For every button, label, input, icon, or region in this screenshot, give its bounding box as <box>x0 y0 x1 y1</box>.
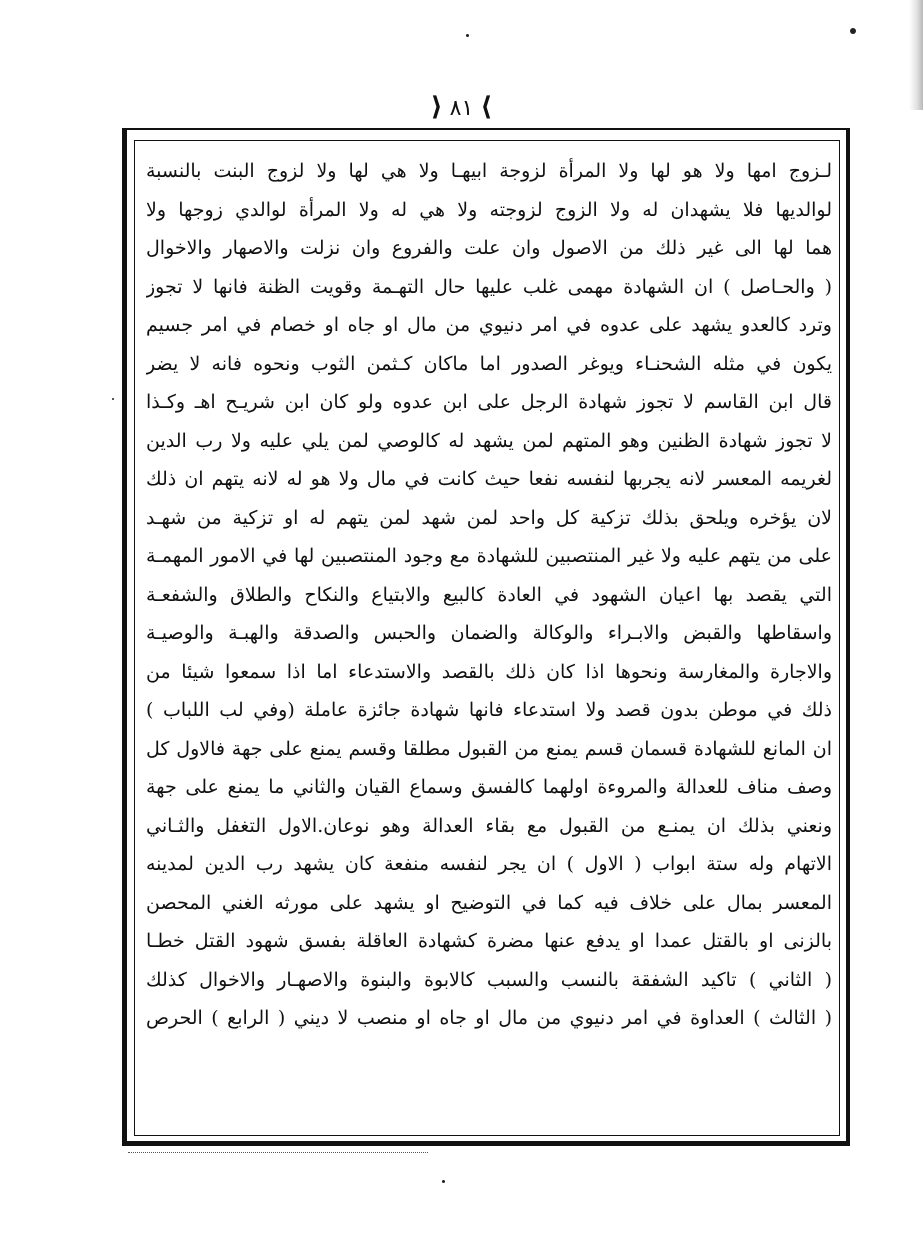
text-line: وصف مناف للعدالة والمروءة اولهما كالفسق وسماع القيان والثاني ما يمنع على جهة <box>146 776 832 798</box>
text-line: الاتهام وله ستة ابواب ( الاول ) ان يجر لنفسه منفعة كان يشهد رب الدين لمدينه <box>146 853 832 875</box>
text-line: ونعني بذلك ان يمنـع من القبول مع بقاء العدالة وهو نوعان.الاول التغفل والثـاني <box>146 814 832 837</box>
page-number-bracket-left: ⟨ <box>430 92 443 122</box>
text-line: يكون في مثله الشحنـاء ويوغر الصدور اما ماكان كـثمن الثوب ونحوه فانه لا يضر <box>146 352 832 375</box>
text-line: واسقاطها والقبض والابـراء والوكالة والضمان والحبس والصدقة والهبـة والوصيـة <box>146 622 832 644</box>
text-line: ( الثالث ) العداوة في امر دنيوي من مال او جاه او منصب لا ديني ( الرابع ) الحرص <box>146 1007 832 1029</box>
ink-dot <box>850 28 856 34</box>
ink-dot <box>442 1180 445 1183</box>
text-line: ان المانع للشهادة قسمان قسم يمنع من القبول مطلقا وقسم يمنع على جهة فالاول كل <box>146 737 832 760</box>
page-number <box>0 92 923 122</box>
text-line: التي يقصد بها اعيان الشهود في العادة كالبيع والابتياع والنكاح والطلاق والشفعـة <box>146 583 832 606</box>
text-line: ( الثاني ) تاكيد الشفقة بالنسب والسبب كالابوة والبنوة والاصهـار والاخوال كذلك <box>146 968 832 991</box>
text-line: لوالديها فلا يشهدان له ولا الزوج لزوجته ولا هي له ولا المرأة لوالدي زوجها ولا <box>146 198 832 221</box>
text-line: هما لها الى غير ذلك من الاصول وان علت والفروع وان نزلت والاصهار والاخوال <box>146 237 832 259</box>
text-line: وترد كالعدو يشهد على عدوه في امر دنيوي من مال او جاه او خصام في امر جسيم <box>146 314 832 336</box>
text-line: بالزنى او بالقتل عمدا او يدفع عنها مضرة كشهادة العاقلة بفسق شهود القتل خطـا <box>146 930 832 952</box>
body-text <box>146 152 832 1038</box>
text-line: والاجارة والمغارسة ونحوها اذا كان ذلك بالقصد والاستدعاء اما اذا سمعوا شيئا من <box>146 660 832 683</box>
text-line: لا تجوز شهادة الظنين وهو المتهم لمن يشهد له كالوصي لمن يلي عليه ولا رب الدين <box>146 429 832 452</box>
text-line: على من يتهم عليه ولا غير المنتصبين للشهادة مع وجود المنتصبين لها في الامور المهمـة <box>146 545 832 567</box>
footer-rule <box>128 1152 428 1153</box>
page-number-bracket-right: ⟩ <box>480 92 493 122</box>
ink-dot <box>112 398 114 400</box>
text-line: ( والحـاصل ) ان الشهادة مهمى غلب عليها حال التهـمة وقويت الظنة فانها لا تجوز <box>146 275 832 298</box>
page-number-value: ٨١ <box>449 96 474 121</box>
text-line: ذلك في موطن بدون قصد ولا استدعاء فانها شهادة جائزة عاملة (وفي لب اللباب ) <box>146 699 832 721</box>
text-line: قال ابن القاسم لا تجوز شهادة الرجل على ابن عدوه ولو كان ابن شريـح اهـ وكـذا <box>146 391 832 413</box>
text-line: لغريمه المعسر لانه يجربها لنفسه نفعا حيث كانت في مال ولا هو له لانه يتهم ان ذلك <box>146 468 832 490</box>
ink-dot <box>466 34 469 37</box>
text-line: المعسر بمال على خلاف فيه كما في التوضيح او يشهد على مورثه الغني المحصن <box>146 891 832 914</box>
text-line: لان يؤخره ويلحق بذلك تزكية كل واحد لمن شهد لمن يتهم له او تزكية من شهـد <box>146 506 832 529</box>
text-line: لـزوج امها ولا هو لها ولا المرأة لزوجة ابيهـا ولا هي لها ولا لزوج البنت بالنسبة <box>146 160 832 182</box>
